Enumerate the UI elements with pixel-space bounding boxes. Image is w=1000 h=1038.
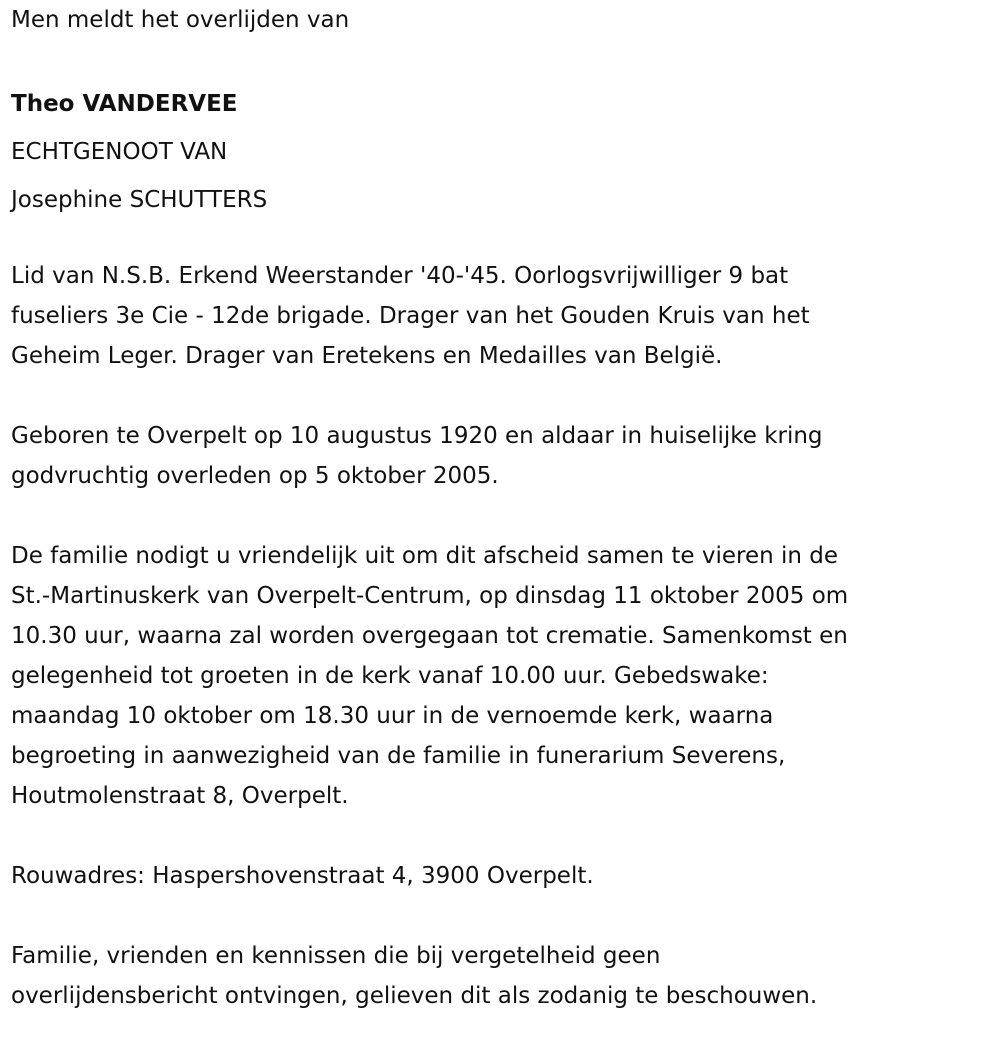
paragraph-line: De familie nodigt u vriendelijk uit om dit afscheid samen te vieren in de <box>11 543 839 569</box>
paragraph <box>11 936 1000 1016</box>
paragraph <box>11 536 1000 816</box>
paragraph-line: Lid van N.S.B. Erkend Weerstander '40-'45. Oorlogsvrijwilliger 9 bat <box>11 263 789 289</box>
paragraph-line: godvruchtig overleden op 5 oktober 2005. <box>11 463 499 489</box>
relation-text: ECHTGENOOT VAN <box>11 139 228 165</box>
paragraph-line: Geboren te Overpelt op 10 augustus 1920 en aldaar in huiselijke kring <box>11 423 823 449</box>
intro-text: Men meldt het overlijden van <box>11 7 350 33</box>
name-block <box>11 80 1000 224</box>
body-paragraphs <box>11 256 1000 1016</box>
deceased-name: Theo VANDERVEE <box>11 91 238 117</box>
paragraph-line: Houtmolenstraat 8, Overpelt. <box>11 783 349 809</box>
intro-block <box>11 0 1000 40</box>
paragraph <box>11 256 1000 376</box>
spouse-name: Josephine SCHUTTERS <box>11 187 268 213</box>
paragraph-line: begroeting in aanwezigheid van de familie in funerarium Severens, <box>11 743 786 769</box>
paragraph-line: overlijdensbericht ontvingen, gelieven dit als zodanig te beschouwen. <box>11 983 818 1009</box>
paragraph-line: Familie, vrienden en kennissen die bij vergetelheid geen <box>11 943 661 969</box>
paragraph-line: gelegenheid tot groeten in de kerk vanaf 10.00 uur. Gebedswake: <box>11 663 769 689</box>
paragraph-line: Geheim Leger. Drager van Eretekens en Medailles van België. <box>11 343 723 369</box>
paragraph-line: 10.30 uur, waarna zal worden overgegaan tot crematie. Samenkomst en <box>11 623 848 649</box>
paragraph-line: maandag 10 oktober om 18.30 uur in de vernoemde kerk, waarna <box>11 703 774 729</box>
paragraph <box>11 416 1000 496</box>
paragraph-line: Rouwadres: Haspershovenstraat 4, 3900 Overpelt. <box>11 863 594 889</box>
paragraph <box>11 856 1000 896</box>
paragraph-line: St.-Martinuskerk van Overpelt-Centrum, op dinsdag 11 oktober 2005 om <box>11 583 849 609</box>
paragraph-line: fuseliers 3e Cie - 12de brigade. Drager van het Gouden Kruis van het <box>11 303 810 329</box>
